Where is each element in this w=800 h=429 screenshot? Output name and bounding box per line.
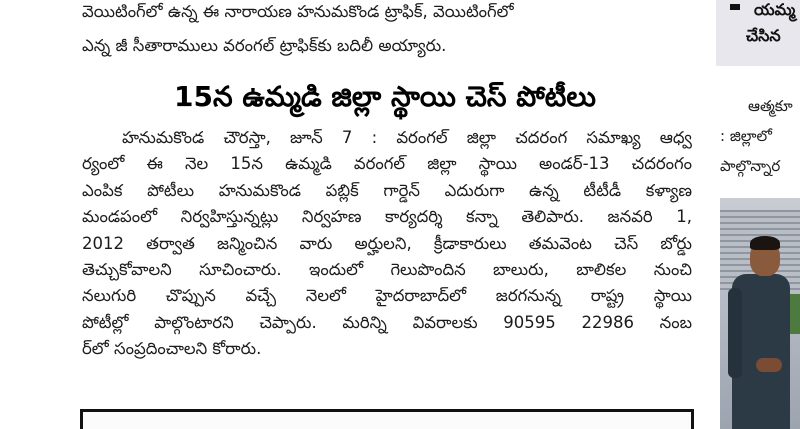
previous-article-line-1: వెయిటింగ్‌లో ఉన్న ఈ నారాయణ హనుమకొండ ట్రాఫిక్, వెయిటింగ్‌లో xyxy=(82,2,514,21)
adjacent-column xyxy=(712,0,800,429)
body-line-5: 2012 తర్వాత జన్మించిన వారు అర్హులని, క్రీడాకారులు తమవెంట చెస్ బోర్డు xyxy=(82,233,692,253)
side-line-1: ఆత్మకూ xyxy=(748,97,793,115)
body-line-1: హనుమకొండ చౌరస్తా, జూన్ 7 : వరంగల్ జిల్లా చదరంగ సమాఖ్య ఆధ్వ xyxy=(122,128,692,147)
article-headline: 15న ఉమ్మడి జిల్లా స్థాయి చెస్ పోటీలు xyxy=(174,80,596,113)
body-line-4: మండపంలో నిర్వహిస్తున్నట్లు నిర్వహణ కార్యదర్శి కన్నా తెలిపారు. జనవరి 1, xyxy=(82,207,692,227)
body-line-7: నలుగురి చొప్పున వచ్చే నెలలో హైదరాబాద్‌లో జరగనున్న రాష్ట్ర స్థాయి xyxy=(82,286,692,306)
news-photo xyxy=(720,198,800,429)
article-body xyxy=(82,125,692,363)
side-line-2: : జిల్లాలో xyxy=(720,127,772,145)
photo-person-hair xyxy=(750,236,780,250)
side-box-line-2: చేసిన xyxy=(746,26,781,45)
side-line-3: పాల్గొన్నార xyxy=(720,157,781,175)
body-line-2: ర్యంలో ఈ నెల 15న ఉమ్మడి వరంగల్ జిల్లా స్థాయి అండర్-13 చదరంగం xyxy=(82,154,692,174)
body-line-3: ఎంపిక పోటీలు హనుమకొండ పబ్లిక్ గార్డెన్ ఎదురుగా ఉన్న టీటీడీ కళ్యాణ xyxy=(82,180,692,200)
side-highlight-box xyxy=(716,0,800,66)
body-line-9: ర్‌లో సంప్రదించాలని కోరారు. xyxy=(82,339,262,359)
photo-person-arm xyxy=(728,288,742,378)
bullet-icon xyxy=(730,4,740,10)
photo-person-hands xyxy=(756,358,782,372)
body-line-6: తెచ్చుకోవాలని సూచించారు. ఇందులో గెలుపొందిన బాలురు, బాలికల నుంచి xyxy=(82,259,692,279)
bordered-ad-box xyxy=(80,409,694,429)
previous-article-line-2: ఎన్న జీ సీతారాములు వరంగల్ ట్రాఫిక్‌కు బదిలీ అయ్యారు. xyxy=(82,36,447,55)
body-line-8: పోటీల్లో పాల్గొంటారని చెప్పారు. మరిన్ని వివరాలకు 90595 22986 నంబ xyxy=(82,312,692,332)
side-box-line-1: యమ్మ xyxy=(754,0,796,19)
